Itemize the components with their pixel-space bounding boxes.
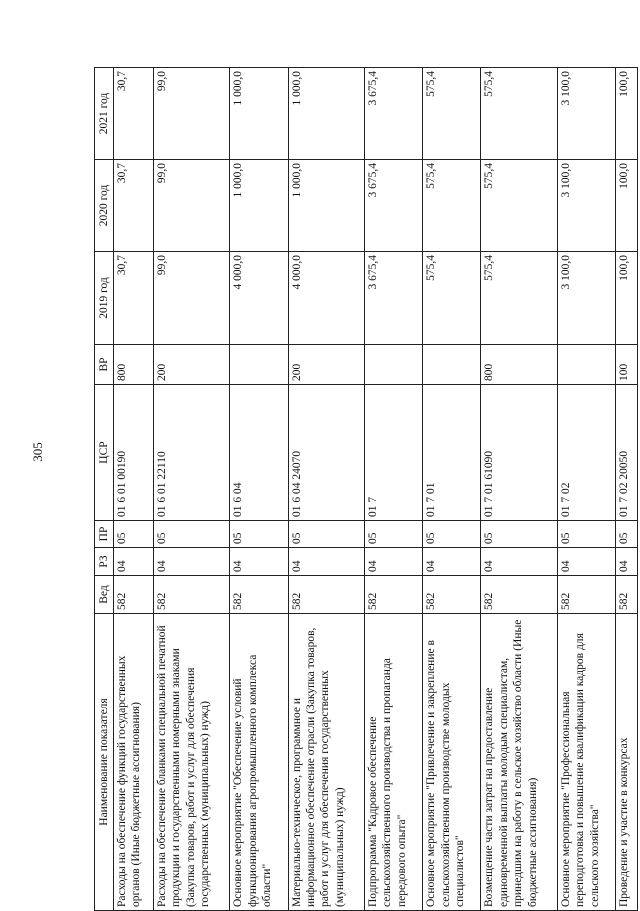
cell-2021: 99,0 <box>154 68 230 160</box>
cell-2019: 575,4 <box>481 252 557 345</box>
cell-rz: 04 <box>365 548 423 576</box>
cell-2019: 4 000,0 <box>288 252 364 345</box>
table-header-row <box>95 68 114 911</box>
cell-rz: 04 <box>154 548 230 576</box>
cell-rz: 04 <box>230 548 288 576</box>
table-row <box>154 68 230 911</box>
cell-2019: 3 675,4 <box>365 252 423 345</box>
cell-2019: 575,4 <box>423 252 481 345</box>
cell-name: Расходы на обеспечение функций государственных органов (Иные бюджетные ассигнования) <box>114 614 154 911</box>
cell-2019: 3 100,0 <box>557 252 615 345</box>
table-row <box>114 68 154 911</box>
cell-2020: 1 000,0 <box>230 160 288 252</box>
header-rz: РЗ <box>95 548 114 576</box>
cell-2021: 575,4 <box>423 68 481 160</box>
cell-vr: 200 <box>154 345 230 385</box>
header-name: Наименование показателя <box>95 614 114 911</box>
cell-vr <box>230 345 288 385</box>
table-row <box>423 68 481 911</box>
cell-csr: 01 7 01 <box>423 385 481 521</box>
cell-2021: 3 100,0 <box>557 68 615 160</box>
cell-ved: 582 <box>423 576 481 614</box>
header-2021: 2021 год <box>95 68 114 160</box>
table-row <box>616 68 638 911</box>
cell-rz: 04 <box>423 548 481 576</box>
cell-name: Подпрограмма "Кадровое обеспечение сельскохозяйственного производства и пропаганда передового опыта" <box>365 614 423 911</box>
table-row <box>365 68 423 911</box>
cell-vr <box>557 345 615 385</box>
cell-2020: 3 100,0 <box>557 160 615 252</box>
cell-name: Возмещение части затрат на предоставление единовременной выплаты молодым специалистам, принедшим на работу в сельское хозяйство области (Иные бюджетные ассигнования) <box>481 614 557 911</box>
cell-csr: 01 7 02 <box>557 385 615 521</box>
header-ved: Вед <box>95 576 114 614</box>
cell-2020: 3 675,4 <box>365 160 423 252</box>
cell-pr: 05 <box>423 521 481 548</box>
cell-pr: 05 <box>114 521 154 548</box>
cell-csr: 01 6 01 00190 <box>114 385 154 521</box>
cell-vr: 100 <box>616 345 638 385</box>
cell-csr: 01 6 01 22110 <box>154 385 230 521</box>
header-vr: ВР <box>95 345 114 385</box>
cell-csr: 01 7 <box>365 385 423 521</box>
cell-ved: 582 <box>230 576 288 614</box>
cell-rz: 04 <box>616 548 638 576</box>
cell-2019: 100,0 <box>616 252 638 345</box>
table-row <box>288 68 364 911</box>
cell-vr <box>423 345 481 385</box>
rotated-table-area <box>94 68 640 907</box>
cell-csr: 01 6 04 24070 <box>288 385 364 521</box>
cell-2020: 1 000,0 <box>288 160 364 252</box>
cell-vr: 200 <box>288 345 364 385</box>
cell-ved: 582 <box>616 576 638 614</box>
cell-pr: 05 <box>365 521 423 548</box>
cell-rz: 04 <box>481 548 557 576</box>
cell-ved: 582 <box>288 576 364 614</box>
header-pr: ПР <box>95 521 114 548</box>
cell-2021: 30,7 <box>114 68 154 160</box>
cell-2019: 30,7 <box>114 252 154 345</box>
cell-ved: 582 <box>557 576 615 614</box>
cell-csr: 01 7 01 61090 <box>481 385 557 521</box>
cell-ved: 582 <box>154 576 230 614</box>
cell-pr: 05 <box>288 521 364 548</box>
budget-table <box>94 67 638 911</box>
cell-rz: 04 <box>557 548 615 576</box>
cell-pr: 05 <box>557 521 615 548</box>
cell-csr: 01 6 04 <box>230 385 288 521</box>
cell-vr <box>365 345 423 385</box>
header-csr: ЦСР <box>95 385 114 521</box>
cell-ved: 582 <box>481 576 557 614</box>
table-wrapper <box>94 68 638 911</box>
cell-2021: 1 000,0 <box>288 68 364 160</box>
cell-2021: 575,4 <box>481 68 557 160</box>
page-number: 305 <box>30 442 45 462</box>
cell-ved: 582 <box>114 576 154 614</box>
cell-2020: 99,0 <box>154 160 230 252</box>
cell-name: Материально-техническое, программное и информационное обеспечение отрасли (Закупка товаров, работ и услуг для обеспечения государственных (муниципальных) нужд) <box>288 614 364 911</box>
table-row <box>230 68 288 911</box>
cell-pr: 05 <box>154 521 230 548</box>
cell-name: Расходы на обеспечение бланками специальной печатной продукции и государственными номерными знаками (Закупка товаров, работ и услуг для обеспечения государственных (муниципальных) нужд) <box>154 614 230 911</box>
cell-2020: 575,4 <box>481 160 557 252</box>
cell-2020: 575,4 <box>423 160 481 252</box>
cell-vr: 800 <box>481 345 557 385</box>
table-row <box>557 68 615 911</box>
cell-2021: 1 000,0 <box>230 68 288 160</box>
cell-name: Основное мероприятие "Обеспечение условий функционирования агропромышленного комплекса области" <box>230 614 288 911</box>
cell-pr: 05 <box>481 521 557 548</box>
cell-rz: 04 <box>114 548 154 576</box>
cell-pr: 05 <box>230 521 288 548</box>
cell-pr: 05 <box>616 521 638 548</box>
cell-2020: 100,0 <box>616 160 638 252</box>
cell-name: Проведение и участие в конкурсах <box>616 614 638 911</box>
cell-2021: 100,0 <box>616 68 638 160</box>
cell-2019: 4 000,0 <box>230 252 288 345</box>
table-row <box>481 68 557 911</box>
header-2019: 2019 год <box>95 252 114 345</box>
cell-2019: 99,0 <box>154 252 230 345</box>
cell-name: Основное мероприятие "Профессиональная переподготовка и повышение квалификации кадров для сельского хозяйства" <box>557 614 615 911</box>
cell-csr: 01 7 02 20050 <box>616 385 638 521</box>
cell-2021: 3 675,4 <box>365 68 423 160</box>
cell-ved: 582 <box>365 576 423 614</box>
cell-rz: 04 <box>288 548 364 576</box>
header-2020: 2020 год <box>95 160 114 252</box>
cell-name: Основное мероприятие "Привлечение и закрепление в сельскохозяйственном производстве молодых специалистов" <box>423 614 481 911</box>
cell-vr: 800 <box>114 345 154 385</box>
cell-2020: 30,7 <box>114 160 154 252</box>
